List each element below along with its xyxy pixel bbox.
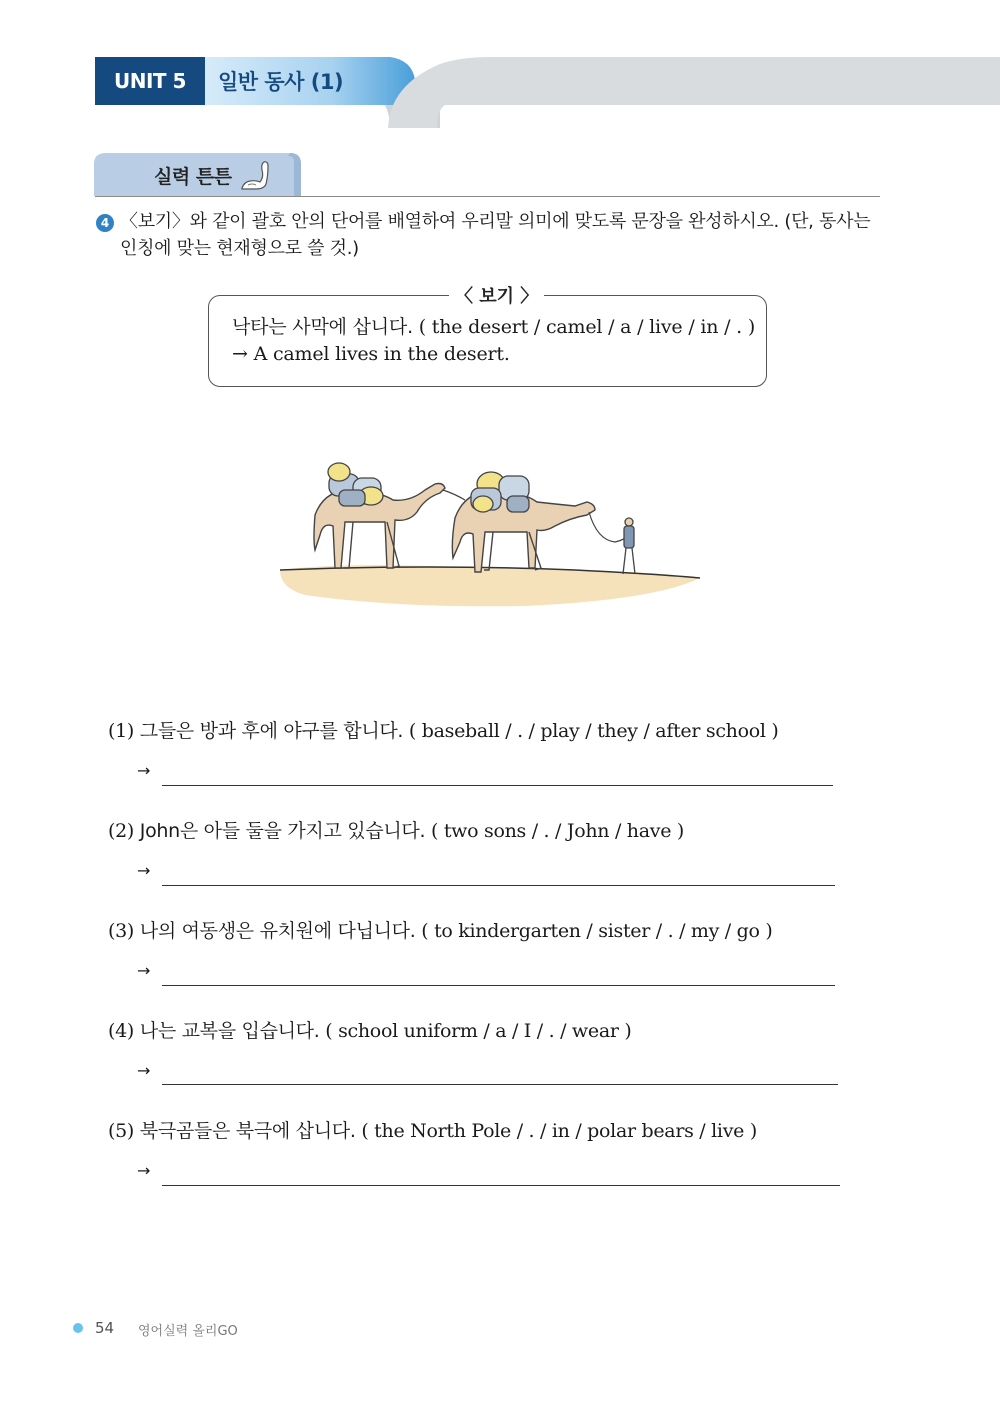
question-3 <box>108 916 773 943</box>
example-box <box>208 295 767 387</box>
question-3-arrow: → <box>137 961 151 980</box>
question-2 <box>108 816 684 843</box>
example-prompt <box>232 312 755 339</box>
question-2-words: ( two sons / . / John / have ) <box>425 820 684 842</box>
example-arrow: → <box>232 343 248 365</box>
question-3-number: (3) <box>108 920 135 942</box>
question-4-number: (4) <box>108 1020 135 1042</box>
unit-label: UNIT 5 <box>95 57 205 105</box>
question-2-number: (2) <box>108 820 135 842</box>
question-5-words: ( the North Pole / . / in / polar bears / live ) <box>355 1120 757 1142</box>
example-korean: 낙타는 사막에 삽니다. <box>232 316 413 338</box>
question-4-words: ( school uniform / a / I / . / wear ) <box>319 1020 632 1042</box>
flexed-arm-icon <box>238 158 272 192</box>
example-title: 〈 보기 〉 <box>449 282 544 308</box>
question-5-arrow: → <box>137 1161 151 1180</box>
question-5-number: (5) <box>108 1120 135 1142</box>
question-5-answer-line[interactable] <box>162 1185 840 1186</box>
page-number: 54 <box>95 1319 115 1337</box>
example-words: ( the desert / camel / a / live / in / . ) <box>412 316 756 338</box>
question-number-badge: 4 <box>96 214 114 232</box>
question-4-korean: 나는 교복을 입습니다. <box>139 1020 320 1042</box>
question-1-korean: 그들은 방과 후에 야구를 합니다. <box>139 720 404 742</box>
question-2-answer-line[interactable] <box>162 885 835 886</box>
camel-caravan-illustration <box>275 460 705 615</box>
question-2-arrow: → <box>137 861 151 880</box>
question-4-arrow: → <box>137 1061 151 1080</box>
example-answer-line <box>232 343 510 365</box>
question-4 <box>108 1016 631 1043</box>
question-5 <box>108 1116 757 1143</box>
question-4-answer-line[interactable] <box>162 1084 838 1085</box>
book-title: 영어실력 올리GO <box>138 1324 238 1339</box>
instruction-text: 〈보기〉와 같이 괄호 안의 단어를 배열하여 우리말 의미에 맞도록 문장을 완성하시오. (단, 동사는 인칭에 맞는 현재형으로 쓸 것.) <box>120 211 871 259</box>
example-answer: A camel lives in the desert. <box>253 343 510 365</box>
question-1-answer-line[interactable] <box>162 785 833 786</box>
unit-title: 일반 동사 (1) <box>218 70 344 94</box>
question-2-korean: John은 아들 둘을 가지고 있습니다. <box>139 820 426 842</box>
question-3-answer-line[interactable] <box>162 985 835 986</box>
question-5-korean: 북극곰들은 북극에 삽니다. <box>139 1120 356 1142</box>
question-1-number: (1) <box>108 720 135 742</box>
section-divider <box>95 196 880 197</box>
question-3-words: ( to kindergarten / sister / . / my / go ) <box>415 920 773 942</box>
footer-bullet <box>73 1323 83 1333</box>
question-1-words: ( baseball / . / play / they / after school ) <box>403 720 779 742</box>
question-1 <box>108 716 779 743</box>
question-3-korean: 나의 여동생은 유치원에 다닙니다. <box>139 920 416 942</box>
section-label: 실력 튼튼 <box>154 166 232 188</box>
question-1-arrow: → <box>137 761 151 780</box>
